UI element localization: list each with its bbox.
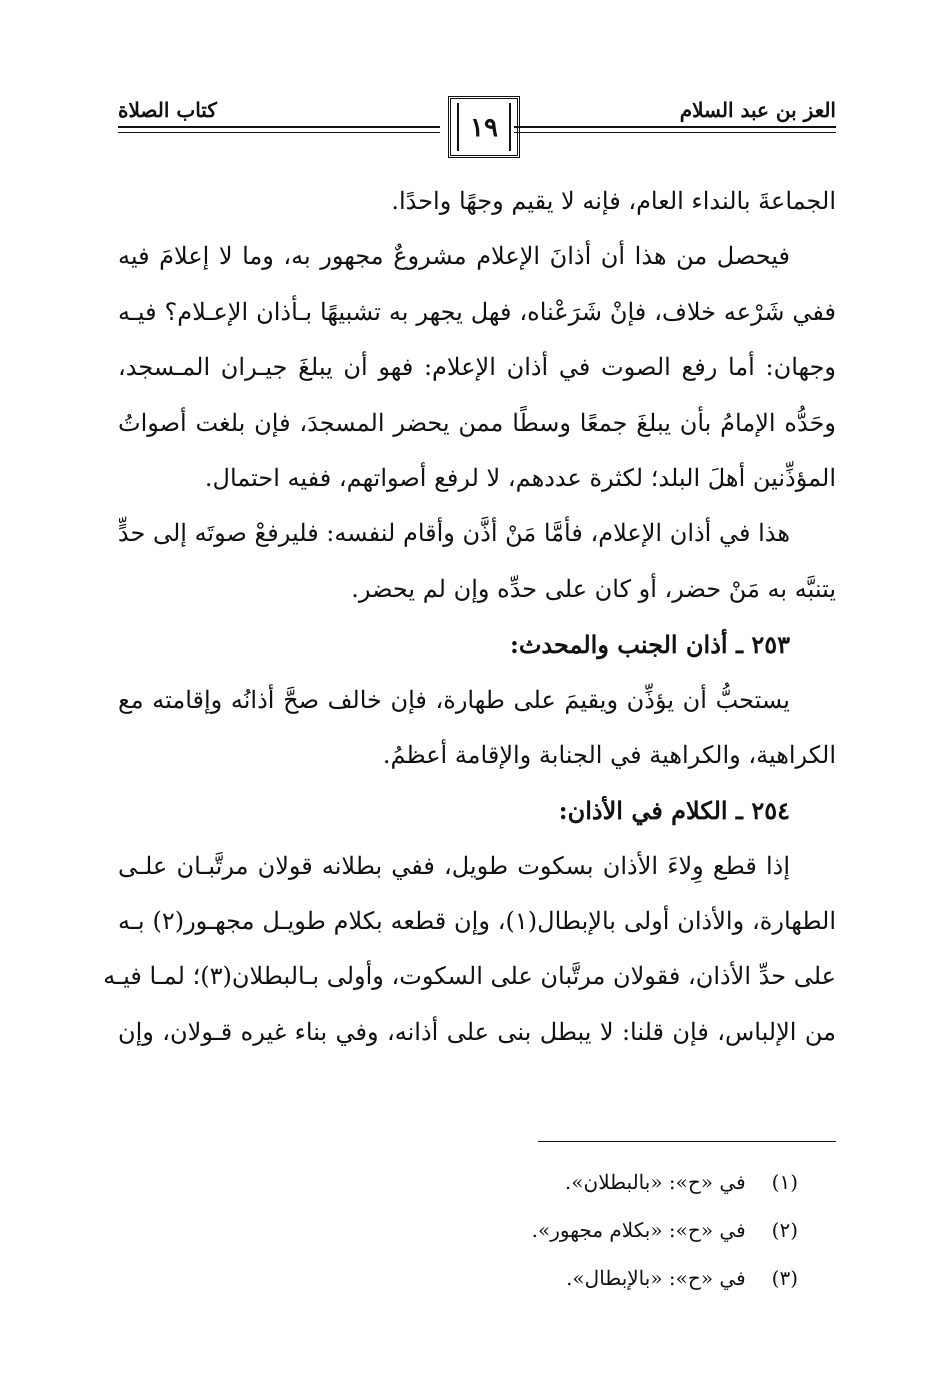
text-line: الكراهية، والكراهية في الجنابة والإقامة أعظمُ. — [382, 740, 836, 769]
text-line: فيحصل من هذا أن أذانَ الإعلام مشروعٌ مجهور به، وما لا إعلامَ فيه — [118, 242, 790, 271]
footnote — [118, 1254, 798, 1302]
footnote-text: في «ح»: «بالبطلان». — [564, 1170, 746, 1194]
running-header — [118, 92, 836, 162]
text-line: وجهان: أما رفع الصوت في أذان الإعلام: فهو أن يبلغَ جيـران المـسجد، — [118, 353, 836, 382]
text-line: الجماعةَ بالنداء العام، فإنه لا يقيم وجهًا واحدًا. — [391, 187, 836, 215]
footnote — [118, 1206, 798, 1254]
footnote-text: في «ح»: «بكلام مجهور». — [531, 1218, 746, 1242]
footnote-number: (٣) — [771, 1266, 798, 1290]
text-line: المؤذِّنين أهلَ البلد؛ لكثرة عددهم، لا لرفع أصواتهم، ففيه احتمال. — [204, 463, 836, 492]
header-rule-left — [118, 126, 440, 128]
page-number-box — [448, 96, 520, 158]
header-rule-right — [514, 126, 836, 128]
text-line: ففي شَرْعه خلاف، فإنْ شَرَعْناه، فهل يجهر به تشبيهًا بـأذان الإعـلام؟ فيـه — [118, 297, 836, 326]
footnote-number: (١) — [771, 1170, 798, 1194]
footnote-text: في «ح»: «بالإبطال». — [566, 1266, 746, 1290]
footnote-separator — [538, 1141, 836, 1142]
text-line: هذا في أذان الإعلام، فأمَّا مَنْ أذَّن وأقام لنفسه: فليرفعْ صوتَه إلى حدٍّ — [117, 519, 790, 548]
section-heading: ٢٥٣ ـ أذان الجنب والمحدث: — [509, 630, 790, 660]
header-book-title: كتاب الصلاة — [118, 98, 217, 122]
main-text — [103, 174, 837, 1060]
page-number: ١٩ — [470, 113, 498, 143]
text-line: وحَدُّه الإمامُ بأن يبلغَ جمعًا وسطًا ممن يحضر المسجدَ، فإن بلغت أصواتُ — [118, 408, 837, 437]
footnote-number: (٢) — [771, 1218, 798, 1242]
text-line: على حدِّ الأذان، فقولان مرتَّبان على السكوت، وأولى بـالبطلان(٣)؛ لمـا فيـه — [103, 962, 836, 991]
text-line: الطهارة، والأذان أولى بالإبطال(١)، وإن قطعه بكلام طويـل مجهـور(٢) بـه — [118, 907, 836, 936]
text-line: يستحبُّ أن يؤذِّن ويقيمَ على طهارة، فإن خالف صحَّ أذانُه وإقامته مع — [118, 685, 790, 714]
footnotes — [118, 1158, 798, 1302]
footnote — [118, 1158, 798, 1206]
header-rule-left-thin — [118, 132, 440, 133]
section-heading: ٢٥٤ ـ الكلام في الأذان: — [558, 796, 790, 826]
text-line: يتنبَّه به مَنْ حضر، أو كان على حدِّه وإن لم يحضر. — [351, 574, 836, 603]
text-line: من الإلباس، فإن قلنا: لا يبطل بنى على أذانه، وفي بناء غيره قـولان، وإن — [118, 1017, 836, 1046]
header-author: العز بن عبد السلام — [679, 98, 836, 122]
text-line: إذا قطع وِلاءَ الأذان بسكوت طويل، ففي بطلانه قولان مرتَّبـان علـى — [118, 851, 790, 880]
header-rule-right-thin — [514, 132, 836, 133]
